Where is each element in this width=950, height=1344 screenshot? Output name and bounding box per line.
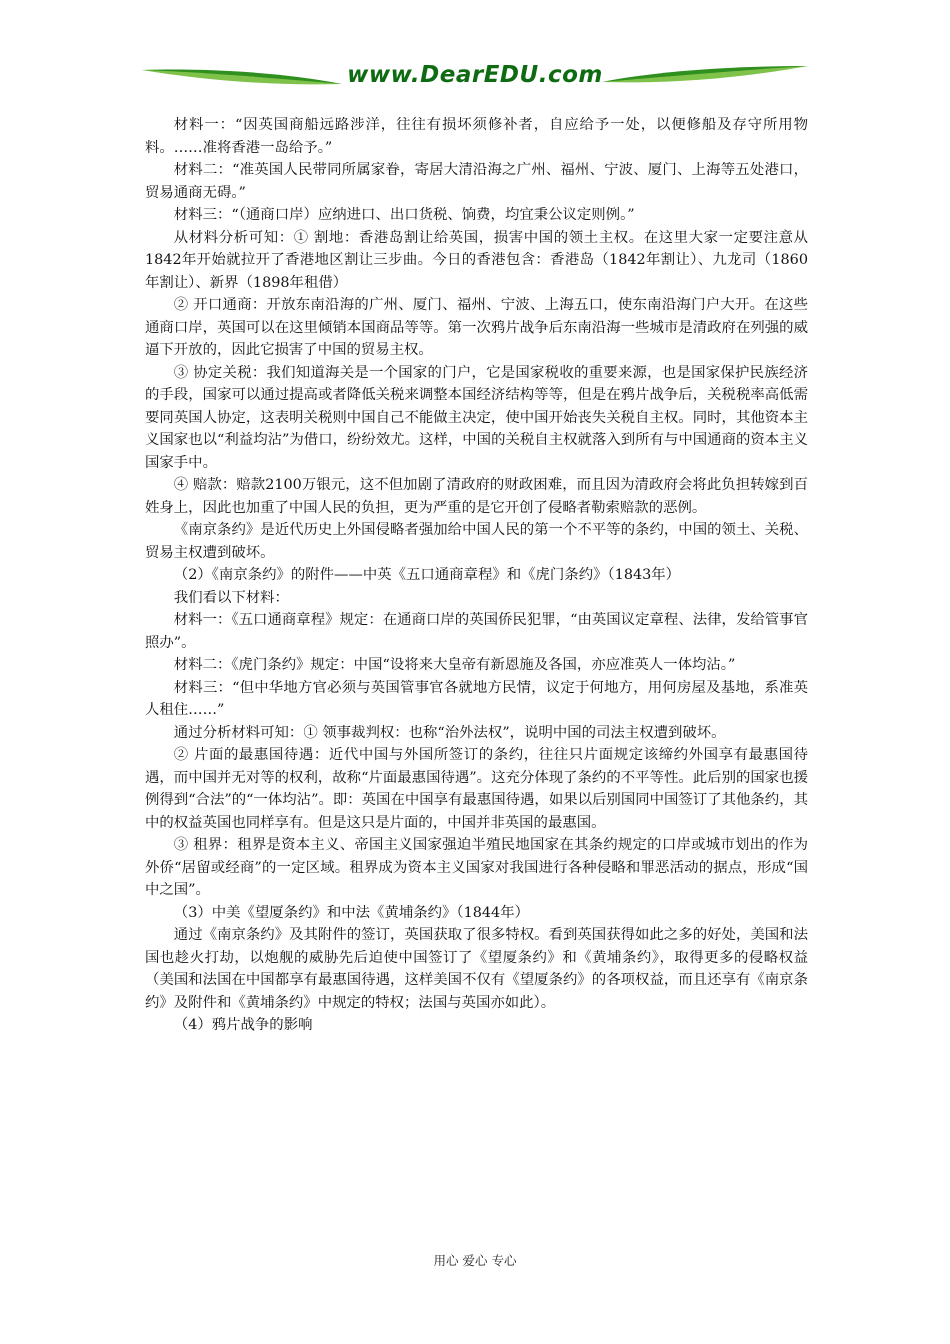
site-logo[interactable]: www.DearEDU.com	[347, 62, 603, 88]
document-body	[145, 114, 808, 1037]
paragraph: 材料三：“但中华地方官必须与英国管事官各就地方民情，议定于何地方，用何房屋及基地，系准英人租住……”	[145, 679, 808, 718]
paragraph: 通过分析材料可知：① 领事裁判权：也称“治外法权”，说明中国的司法主权遭到破坏。	[173, 724, 726, 741]
site-header	[142, 58, 808, 98]
paragraph: 从材料分析可知：① 割地：香港岛割让给英国，损害中国的领土主权。在这里大家一定要注意从1842年开始就拉开了香港地区割让三步曲。今日的香港包含：香港岛（1842年割让）、九龙司（1860年割让）、新界（1898年租借）	[145, 229, 808, 291]
paragraph: ③ 协定关税：我们知道海关是一个国家的门户，它是国家税收的重要来源，也是国家保护民族经济的手段，国家可以通过提高或者降低关税来调整本国经济结构等等，但是在鸦片战争后，关税税率高低需要同英国人协定，这表明关税则中国自己不能做主决定，使中国开始丧失关税自主权。同时，其他资本主义国家也以“利益均沾”为借口，纷纷效尤。这样，中国的关税自主权就落入到所有与中国通商的资本主义国家手中。	[145, 364, 808, 471]
paragraph: 材料一：“因英国商船远路涉洋，往往有损坏须修补者，自应给予一处，以便修船及存守所用物料。……准将香港一岛给予。”	[145, 117, 808, 156]
paragraph: ② 片面的最惠国待遇：近代中国与外国所签订的条约，往往只片面规定该缔约外国享有最惠国待遇，而中国并无对等的权利，故称“片面最惠国待遇”。这充分体现了条约的不平等性。此后别的国家也援例得到“合法”的“一体均沾”。即：英国在中国享有最惠国待遇，如果以后别国同中国签订了其他条约，其中的权益英国也同样享有。但是这只是片面的，中国并非英国的最惠国。	[145, 747, 808, 831]
section-heading: （4）鸦片战争的影响	[173, 1017, 313, 1033]
paragraph: 材料三：“（通商口岸）应纳进口、出口货税、饷费，均宜秉公议定则例。”	[173, 207, 635, 223]
paragraph: 材料一：《五口通商章程》规定：在通商口岸的英国侨民犯罪，“由英国议定章程、法律，发给管事官照办”。	[145, 612, 808, 651]
paragraph: ④ 赔款：赔款2100万银元，这不但加剧了清政府的财政困难，而且因为清政府会将此负担转嫁到百姓身上，因此也加重了中国人民的负担，更为严重的是它开创了侵略者勒索赔款的恶例。	[145, 477, 808, 516]
section-heading: （3）中美《望厦条约》和中法《黄埔条约》（1844年）	[173, 904, 529, 921]
paragraph: ③ 租界：租界是资本主义、帝国主义国家强迫半殖民地国家在其条约规定的口岸或城市划出的作为外侨“居留或经商”的一定区域。租界成为资本主义国家对我国进行各种侵略和罪恶活动的据点，形成“国中之国”。	[145, 837, 808, 898]
section-heading: （2）《南京条约》的附件——中英《五口通商章程》和《虎门条约》（1843年）	[173, 567, 681, 583]
page-footer: 用心 爱心 专心	[433, 1253, 517, 1268]
paragraph: 材料二：《虎门条约》规定：中国“设将来大皇帝有新恩施及各国，亦应准英人一体均沾。”	[173, 657, 736, 673]
paragraph: 材料二：“准英国人民带同所属家眷，寄居大清沿海之广州、福州、宁波、厦门、上海等五处港口，贸易通商无碍。”	[145, 162, 808, 201]
paragraph: 通过《南京条约》及其附件的签订，英国获取了很多特权。看到英国获得如此之多的好处，美国和法国也趁火打劫，以炮舰的威胁先后迫使中国签订了《望厦条约》和《黄埔条约》，取得更多的侵略权益（美国和法国在中国都享有最惠国待遇，这样美国不仅有《望厦条约》的各项权益，而且还享有《南京条约》及附件和《黄埔条约》中规定的特权；法国与英国亦如此）。	[145, 927, 808, 1011]
paragraph: 《南京条约》是近代历史上外国侵略者强加给中国人民的第一个不平等的条约，中国的领土、关税、贸易主权遭到破坏。	[145, 522, 808, 561]
paragraph: 我们看以下材料：	[173, 589, 289, 606]
paragraph: ② 开口通商：开放东南沿海的广州、厦门、福州、宁波、上海五口，使东南沿海门户大开。在这些通商口岸，英国可以在这里倾销本国商品等等。第一次鸦片战争后东南沿海一些城市是清政府在列强的威逼下开放的，因此它损害了中国的贸易主权。	[145, 297, 808, 358]
